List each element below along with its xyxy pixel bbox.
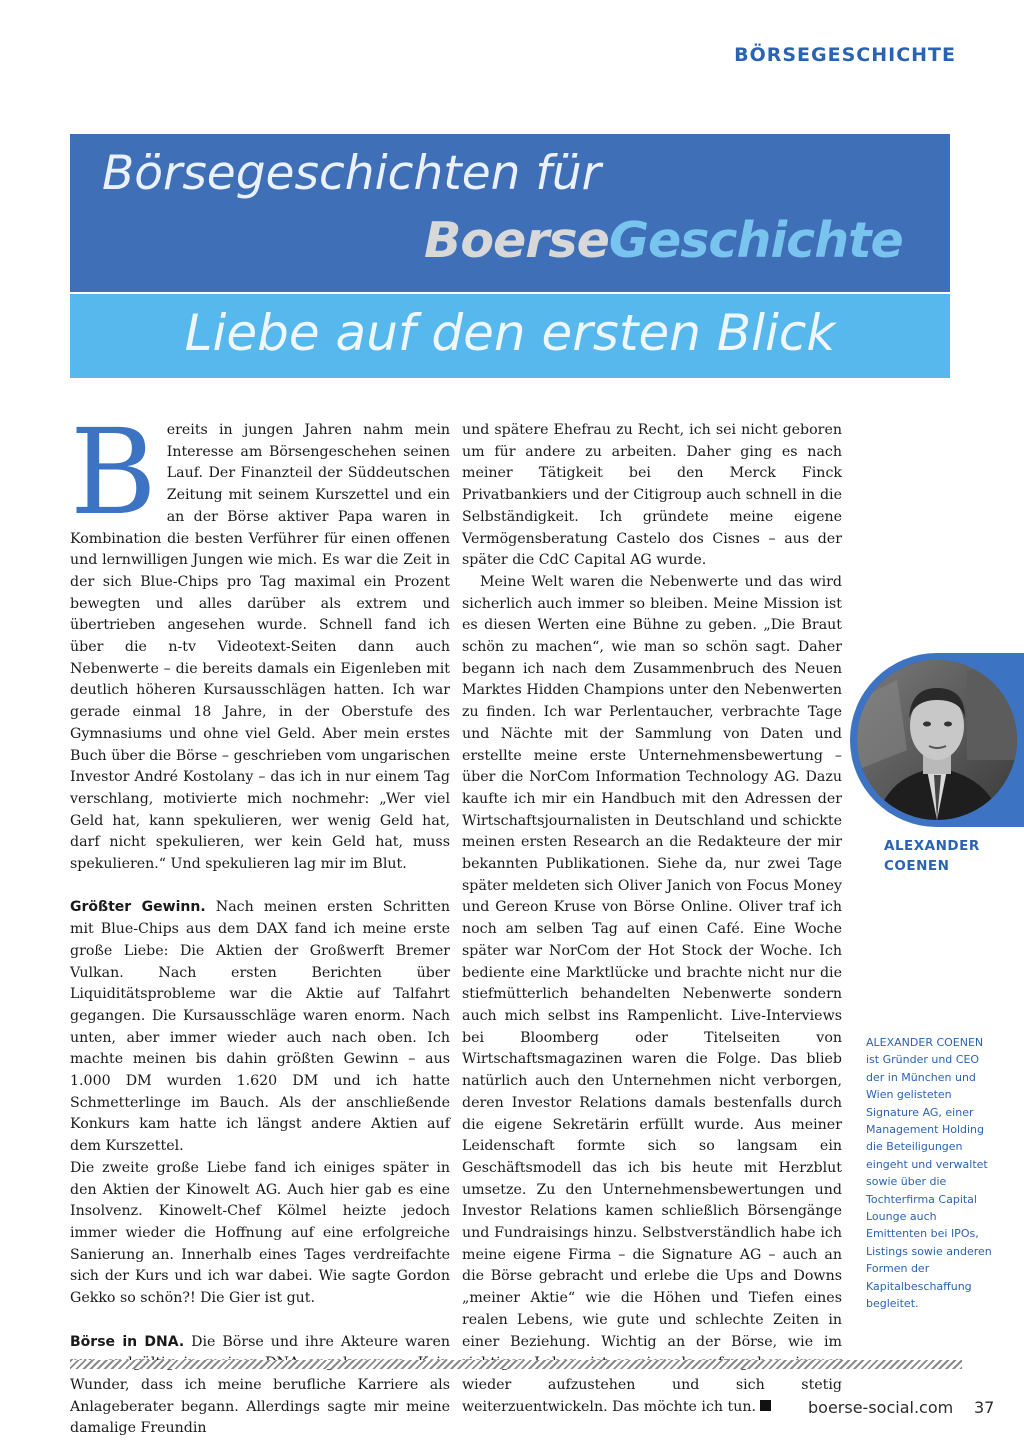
author-photo-frame [850, 653, 1024, 827]
end-of-article-mark [760, 1400, 771, 1411]
author-name [884, 836, 980, 876]
paragraph: und spätere Ehefrau zu Recht, ich sei nicht geboren um für andere zu arbeiten. Daher ging es nach meiner Tätigkeit bei den Merck Finck Privatbankiers und der Citigroup auch schnell in die Selbständigkeit. Ich gründete meine eigene Vermögensberatung Castelo dos Cisnes – aus der später die CdC Capital AG wurde. [462, 422, 842, 569]
brand-logo [424, 212, 903, 269]
paragraph: Die zweite große Liebe fand ich einiges später in den Aktien der Kinowelt AG. Auch hier gab es eine Insolvenz. Kinowelt-Chef Kölmel heizte jedoch immer wieder die Hoffnung auf eine erfolgreiche Sanierung an. Innerhalb eines Tages verdreifachte sich der Kurs und ich war dabei. Wie sagte Gordon Gekko so schön?! Die Gier ist gut. [70, 1159, 450, 1307]
paragraph [462, 572, 842, 1418]
brand-part-2: Geschichte [608, 212, 903, 269]
article-column-1 [70, 403, 450, 1440]
section-tag: BÖRSEGESCHICHTE [734, 44, 956, 66]
footer-website: boerse-social.com [808, 1398, 954, 1417]
article-headline: Liebe auf den ersten Blick [184, 304, 836, 362]
brand-part-1: Boerse [424, 212, 609, 269]
article-column-2 [462, 420, 842, 1418]
footer-divider [70, 1360, 962, 1369]
author-name-line-1: ALEXANDER [884, 838, 980, 854]
subheading: Börse in DNA. [70, 1333, 185, 1350]
banner-subtitle: Börsegeschichten für [102, 146, 602, 201]
paragraph [70, 1332, 450, 1441]
author-photo [857, 660, 1017, 820]
drop-cap: B [70, 403, 157, 541]
paragraph-text: Die Börse und ihre Akteure waren Wunder, dass ich meine berufliche Karriere als Anlageberater begann. Allerdings sagte mir meine damalige Freundin [70, 1333, 450, 1437]
author-name-line-2: COENEN [884, 858, 950, 874]
paragraph [70, 897, 450, 1157]
paragraph: ereits in jungen Jahren nahm mein Interesse am Börsengeschehen seinen Lauf. Der Finanzteil der Süddeutschen Zeitung mit seinem Kurszettel und ein an der Börse aktiver Papa waren in Kombination die besten Verführer für einen offenen und lernwilligen Jungen wie mich. Es war die Zeit in der sich Blue-Chips pro Tag maximal ein Prozent bewegten und alles darüber als extrem und übertrieben angesehen wurde. Schnell fand ich über die n-tv Videotext-Seiten dann auch Nebenwerte – die bereits damals ein Eigenleben mit deutlich höheren Kursausschlägen hatten. Ich war gerade einmal 18 Jahre, in der Oberstufe des Gymnasiums und ohne viel Geld. Aber mein erstes Buch über die Börse – geschrieben vom ungarischen Investor André Kostolany – das ich in nur einem Tag verschlang, motivierte mich nochmehr: „Wer viel Geld hat, kann spekulieren, wer wenig Geld hat, darf nicht spekulieren, wer kein Geld hat, muss spekulieren.“ Und spekulieren lag mir im Blut. [70, 422, 450, 873]
portrait-image [857, 660, 1017, 820]
page-number: 37 [974, 1398, 995, 1417]
paragraph-text: Meine Welt waren die Nebenwerte und das wird sicherlich auch immer so bleiben. Meine Mission ist es diesen Werten eine Bühne zu geben. „Die Braut schön zu machen“, wie man so schön sagt. Daher begann ich nach dem Zusammenbruch des Neuen Marktes Hidden Champions unter den Nebenwerten zu finden. Ich war Perlentaucher, verbrachte Tage und Nächte mit der Sammlung von Daten und erstellte meine erste Unternehmensbewertung – über die NorCom Information Technology AG. Dazu kaufte ich mir ein Handbuch mit den Adressen der Wirtschaftsjournalisten in Deutschland und schickte meinen ersten Research an die Redakteure der mir bekannten Publikationen. Siehe da, nur zwei Tage später meldeten sich Oliver Janich von Focus Money und Gereon Kruse von Börse Online. Oliver traf ich noch am selben Tag auf einen Café. Eine Woche später war NorCom der Hot Stock der Woche. Ich bediente eine Marktlücke und brachte nicht nur die stiefmütterlich behandelten Nebenwerte sondern auch mich selbst ins Rampenlicht. Live-Interviews bei Bloomberg oder Titelseiten von Wirtschaftsmagazinen waren die Folge. Das blieb natürlich auch den Unternehmen nicht verborgen, deren Investor Relations damals bestenfalls durch die eigene Sekretärin erfüllt wurde. Aus meiner Leidenschaft formte sich so langsam ein Geschäftsmodell das ich bis heute mit Herzblut umsetze. Zu den Unternehmensbewertungen und Investor Relations kamen schließlich Börsengänge und Fundraisings hinzu. Selbstverständlich habe ich meine eigene Firma – die Signature AG – auch an die Börse gebracht und erlebe die Ups and Downs „meiner Aktie“ wie die Höhen und Tiefen eines realen Lebens, wie gute und schlechte Zeiten in einer Beziehung. Wichtig an der Börse, wie im wieder aufzustehen und sich stetig weiterzuentwickeln. Das möchte ich tun. [462, 573, 842, 1415]
subheading: Größter Gewinn. [70, 899, 206, 916]
author-bio: ALEXANDER COENEN ist Gründer und CEO der in München und Wien gelisteten Signature AG, einer Management Holding die Beteiligungen eingeht und verwaltet sowie über die Tochterfirma Capital Lounge auch Emittenten bei IPOs, Listings sowie anderen Formen der Kapitalbeschaffung begleitet. [866, 1036, 992, 1311]
paragraph-text: Nach meinen ersten Schritten mit Blue-Chips aus dem DAX fand ich meine erste große Liebe: Die Aktien der Großwerft Bremer Vulkan. Nach ersten Berichten über Liquiditätsprobleme war die Aktie auf Talfahrt gegangen. Die Kursausschläge waren enorm. Nach unten, aber immer wieder auch nach oben. Ich machte meinen bis dahin größten Gewinn – aus 1.000 DM wurden 1.620 DM und ich hatte Schmetterlinge im Bauch. Als der anschließende Konkurs kam hatte ich längst andere Aktien auf dem Kurszettel. [70, 899, 450, 1155]
